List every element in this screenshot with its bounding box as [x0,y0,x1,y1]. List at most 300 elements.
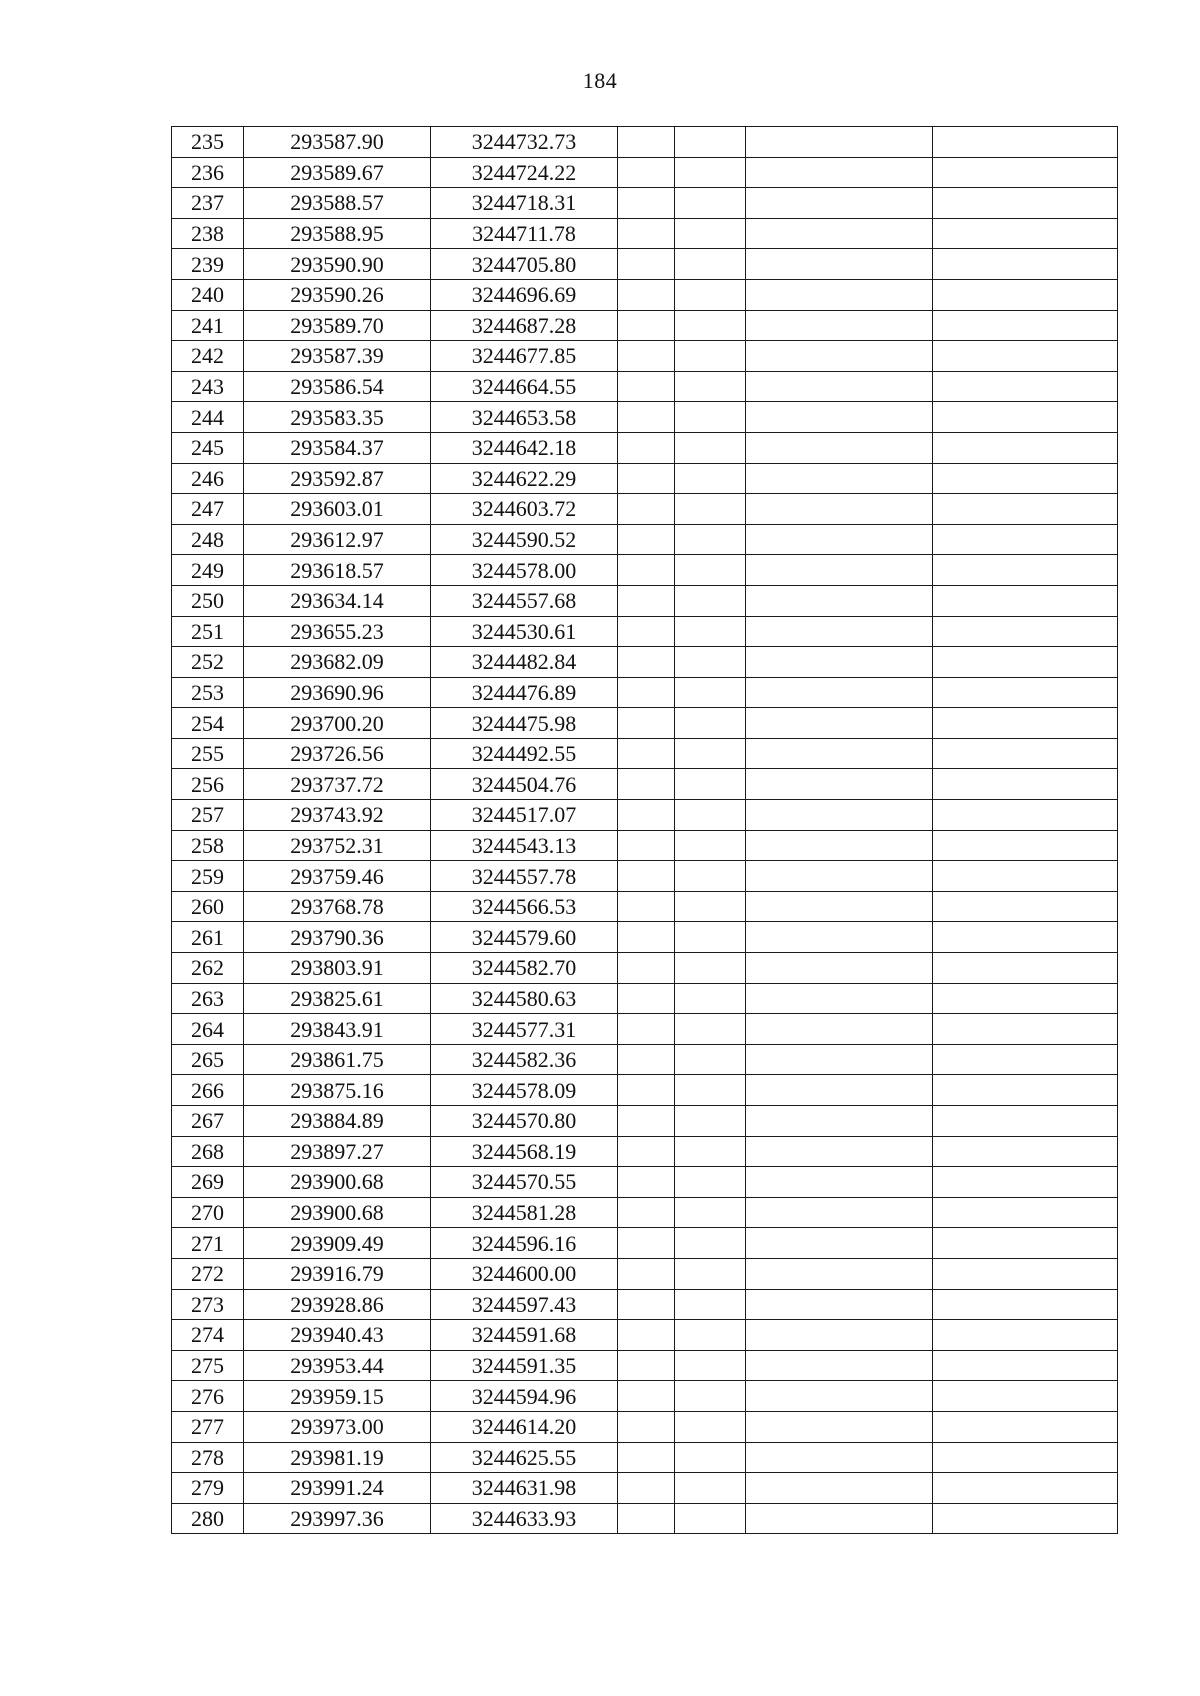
empty-cell [675,402,746,433]
table-row [172,1106,1118,1137]
empty-cell [933,279,1118,310]
y-coordinate-cell: 3244653.58 [431,402,618,433]
empty-cell [675,432,746,463]
table-row [172,188,1118,219]
y-coordinate-cell: 3244687.28 [431,310,618,341]
empty-cell [618,585,675,616]
empty-cell [746,127,933,158]
point-number-cell: 258 [172,830,244,861]
table-row [172,1136,1118,1167]
empty-cell [618,279,675,310]
empty-cell [746,1197,933,1228]
empty-cell [933,953,1118,984]
empty-cell [746,1014,933,1045]
empty-cell [618,616,675,647]
point-number-cell: 255 [172,738,244,769]
x-coordinate-cell: 293981.19 [244,1442,431,1473]
x-coordinate-cell: 293589.70 [244,310,431,341]
y-coordinate-cell: 3244568.19 [431,1136,618,1167]
empty-cell [618,432,675,463]
coordinates-table [171,126,1118,1534]
empty-cell [933,432,1118,463]
empty-cell [675,1411,746,1442]
point-number-cell: 275 [172,1350,244,1381]
y-coordinate-cell: 3244631.98 [431,1473,618,1504]
x-coordinate-cell: 293928.86 [244,1289,431,1320]
point-number-cell: 280 [172,1503,244,1534]
empty-cell [933,1136,1118,1167]
x-coordinate-cell: 293726.56 [244,738,431,769]
empty-cell [746,1381,933,1412]
table-row [172,463,1118,494]
x-coordinate-cell: 293603.01 [244,494,431,525]
empty-cell [618,1411,675,1442]
y-coordinate-cell: 3244476.89 [431,677,618,708]
y-coordinate-cell: 3244677.85 [431,341,618,372]
point-number-cell: 274 [172,1320,244,1351]
empty-cell [746,1503,933,1534]
empty-cell [933,677,1118,708]
table-row [172,1258,1118,1289]
empty-cell [675,1350,746,1381]
table-row [172,218,1118,249]
y-coordinate-cell: 3244581.28 [431,1197,618,1228]
empty-cell [933,1473,1118,1504]
point-number-cell: 257 [172,800,244,831]
empty-cell [746,983,933,1014]
empty-cell [746,1106,933,1137]
x-coordinate-cell: 293590.26 [244,279,431,310]
empty-cell [933,830,1118,861]
empty-cell [933,861,1118,892]
empty-cell [746,1228,933,1259]
empty-cell [746,218,933,249]
x-coordinate-cell: 293900.68 [244,1167,431,1198]
point-number-cell: 238 [172,218,244,249]
x-coordinate-cell: 293803.91 [244,953,431,984]
y-coordinate-cell: 3244625.55 [431,1442,618,1473]
empty-cell [618,891,675,922]
y-coordinate-cell: 3244504.76 [431,769,618,800]
empty-cell [746,1289,933,1320]
table-row [172,769,1118,800]
point-number-cell: 261 [172,922,244,953]
empty-cell [618,1197,675,1228]
empty-cell [618,677,675,708]
empty-cell [933,983,1118,1014]
empty-cell [618,953,675,984]
empty-cell [933,1014,1118,1045]
empty-cell [746,1136,933,1167]
empty-cell [933,1167,1118,1198]
coordinates-table-body [172,127,1118,1534]
y-coordinate-cell: 3244633.93 [431,1503,618,1534]
y-coordinate-cell: 3244570.55 [431,1167,618,1198]
y-coordinate-cell: 3244642.18 [431,432,618,463]
x-coordinate-cell: 293586.54 [244,371,431,402]
point-number-cell: 239 [172,249,244,280]
empty-cell [618,861,675,892]
empty-cell [675,800,746,831]
empty-cell [675,1442,746,1473]
empty-cell [618,524,675,555]
table-row [172,647,1118,678]
y-coordinate-cell: 3244557.78 [431,861,618,892]
table-row [172,1197,1118,1228]
empty-cell [746,402,933,433]
empty-cell [746,647,933,678]
empty-cell [746,157,933,188]
y-coordinate-cell: 3244614.20 [431,1411,618,1442]
empty-cell [675,188,746,219]
empty-cell [618,922,675,953]
x-coordinate-cell: 293768.78 [244,891,431,922]
x-coordinate-cell: 293690.96 [244,677,431,708]
point-number-cell: 243 [172,371,244,402]
point-number-cell: 260 [172,891,244,922]
empty-cell [746,279,933,310]
empty-cell [746,249,933,280]
table-row [172,402,1118,433]
x-coordinate-cell: 293587.39 [244,341,431,372]
point-number-cell: 244 [172,402,244,433]
table-row [172,555,1118,586]
y-coordinate-cell: 3244543.13 [431,830,618,861]
empty-cell [618,1014,675,1045]
empty-cell [675,891,746,922]
empty-cell [933,524,1118,555]
empty-cell [618,218,675,249]
point-number-cell: 248 [172,524,244,555]
point-number-cell: 265 [172,1044,244,1075]
empty-cell [618,1320,675,1351]
empty-cell [618,463,675,494]
point-number-cell: 235 [172,127,244,158]
x-coordinate-cell: 293790.36 [244,922,431,953]
empty-cell [933,157,1118,188]
point-number-cell: 259 [172,861,244,892]
empty-cell [933,371,1118,402]
empty-cell [746,371,933,402]
table-row [172,1442,1118,1473]
empty-cell [746,1442,933,1473]
empty-cell [746,800,933,831]
empty-cell [675,677,746,708]
table-row [172,983,1118,1014]
empty-cell [675,953,746,984]
empty-cell [933,1503,1118,1534]
x-coordinate-cell: 293583.35 [244,402,431,433]
x-coordinate-cell: 293959.15 [244,1381,431,1412]
empty-cell [618,1136,675,1167]
x-coordinate-cell: 293612.97 [244,524,431,555]
point-number-cell: 267 [172,1106,244,1137]
table-row [172,953,1118,984]
empty-cell [618,402,675,433]
table-row [172,157,1118,188]
y-coordinate-cell: 3244492.55 [431,738,618,769]
table-row [172,1320,1118,1351]
empty-cell [675,463,746,494]
empty-cell [675,1167,746,1198]
empty-cell [675,1136,746,1167]
empty-cell [746,1473,933,1504]
x-coordinate-cell: 293973.00 [244,1411,431,1442]
table-row [172,371,1118,402]
empty-cell [746,1411,933,1442]
empty-cell [933,891,1118,922]
empty-cell [618,157,675,188]
empty-cell [933,1258,1118,1289]
y-coordinate-cell: 3244580.63 [431,983,618,1014]
y-coordinate-cell: 3244579.60 [431,922,618,953]
point-number-cell: 270 [172,1197,244,1228]
empty-cell [618,1258,675,1289]
empty-cell [675,1014,746,1045]
table-row [172,279,1118,310]
table-row [172,1503,1118,1534]
empty-cell [618,494,675,525]
empty-cell [675,341,746,372]
empty-cell [933,341,1118,372]
table-row [172,1411,1118,1442]
y-coordinate-cell: 3244591.35 [431,1350,618,1381]
empty-cell [746,341,933,372]
point-number-cell: 236 [172,157,244,188]
empty-cell [746,494,933,525]
empty-cell [746,1258,933,1289]
empty-cell [746,1167,933,1198]
empty-cell [933,1044,1118,1075]
empty-cell [746,708,933,739]
y-coordinate-cell: 3244603.72 [431,494,618,525]
x-coordinate-cell: 293759.46 [244,861,431,892]
y-coordinate-cell: 3244566.53 [431,891,618,922]
empty-cell [618,1381,675,1412]
point-number-cell: 249 [172,555,244,586]
y-coordinate-cell: 3244600.00 [431,1258,618,1289]
point-number-cell: 273 [172,1289,244,1320]
empty-cell [933,1075,1118,1106]
empty-cell [746,769,933,800]
x-coordinate-cell: 293592.87 [244,463,431,494]
empty-cell [746,1320,933,1351]
x-coordinate-cell: 293875.16 [244,1075,431,1106]
empty-cell [933,1350,1118,1381]
y-coordinate-cell: 3244596.16 [431,1228,618,1259]
y-coordinate-cell: 3244711.78 [431,218,618,249]
point-number-cell: 247 [172,494,244,525]
empty-cell [746,1075,933,1106]
empty-cell [618,310,675,341]
empty-cell [933,218,1118,249]
y-coordinate-cell: 3244517.07 [431,800,618,831]
empty-cell [675,1320,746,1351]
empty-cell [933,555,1118,586]
empty-cell [933,922,1118,953]
empty-cell [618,983,675,1014]
empty-cell [746,830,933,861]
x-coordinate-cell: 293884.89 [244,1106,431,1137]
x-coordinate-cell: 293588.57 [244,188,431,219]
empty-cell [933,616,1118,647]
table-row [172,127,1118,158]
empty-cell [933,769,1118,800]
point-number-cell: 271 [172,1228,244,1259]
empty-cell [675,738,746,769]
empty-cell [675,157,746,188]
empty-cell [933,585,1118,616]
table-row [172,1167,1118,1198]
y-coordinate-cell: 3244557.68 [431,585,618,616]
table-row [172,616,1118,647]
y-coordinate-cell: 3244597.43 [431,1289,618,1320]
table-row [172,1044,1118,1075]
empty-cell [933,1411,1118,1442]
empty-cell [675,585,746,616]
empty-cell [933,647,1118,678]
empty-cell [618,1503,675,1534]
empty-cell [675,371,746,402]
empty-cell [675,249,746,280]
point-number-cell: 264 [172,1014,244,1045]
empty-cell [746,585,933,616]
x-coordinate-cell: 293682.09 [244,647,431,678]
table-row [172,800,1118,831]
point-number-cell: 266 [172,1075,244,1106]
y-coordinate-cell: 3244577.31 [431,1014,618,1045]
table-row [172,677,1118,708]
empty-cell [746,463,933,494]
table-row [172,738,1118,769]
x-coordinate-cell: 293589.67 [244,157,431,188]
empty-cell [675,1228,746,1259]
point-number-cell: 276 [172,1381,244,1412]
empty-cell [933,1106,1118,1137]
x-coordinate-cell: 293900.68 [244,1197,431,1228]
empty-cell [933,127,1118,158]
x-coordinate-cell: 293618.57 [244,555,431,586]
empty-cell [675,494,746,525]
empty-cell [675,1473,746,1504]
table-row [172,1228,1118,1259]
table-row [172,249,1118,280]
x-coordinate-cell: 293588.95 [244,218,431,249]
point-number-cell: 262 [172,953,244,984]
x-coordinate-cell: 293916.79 [244,1258,431,1289]
empty-cell [933,402,1118,433]
empty-cell [675,1381,746,1412]
y-coordinate-cell: 3244591.68 [431,1320,618,1351]
empty-cell [675,555,746,586]
point-number-cell: 240 [172,279,244,310]
table-row [172,922,1118,953]
empty-cell [675,310,746,341]
empty-cell [675,1106,746,1137]
empty-cell [675,647,746,678]
y-coordinate-cell: 3244582.70 [431,953,618,984]
table-row [172,310,1118,341]
table-row [172,494,1118,525]
empty-cell [933,800,1118,831]
point-number-cell: 272 [172,1258,244,1289]
point-number-cell: 263 [172,983,244,1014]
table-row [172,432,1118,463]
y-coordinate-cell: 3244530.61 [431,616,618,647]
point-number-cell: 250 [172,585,244,616]
x-coordinate-cell: 293909.49 [244,1228,431,1259]
point-number-cell: 253 [172,677,244,708]
table-row [172,861,1118,892]
empty-cell [618,249,675,280]
point-number-cell: 246 [172,463,244,494]
empty-cell [618,1473,675,1504]
empty-cell [746,922,933,953]
x-coordinate-cell: 293737.72 [244,769,431,800]
empty-cell [675,922,746,953]
empty-cell [675,830,746,861]
empty-cell [746,1350,933,1381]
empty-cell [746,524,933,555]
empty-cell [675,127,746,158]
empty-cell [675,861,746,892]
point-number-cell: 277 [172,1411,244,1442]
empty-cell [618,127,675,158]
y-coordinate-cell: 3244705.80 [431,249,618,280]
empty-cell [746,188,933,219]
empty-cell [618,1075,675,1106]
y-coordinate-cell: 3244590.52 [431,524,618,555]
empty-cell [675,769,746,800]
empty-cell [675,524,746,555]
empty-cell [933,738,1118,769]
table-row [172,341,1118,372]
table-row [172,830,1118,861]
x-coordinate-cell: 293991.24 [244,1473,431,1504]
empty-cell [746,891,933,922]
empty-cell [933,249,1118,280]
y-coordinate-cell: 3244475.98 [431,708,618,739]
table-row [172,1075,1118,1106]
point-number-cell: 268 [172,1136,244,1167]
empty-cell [746,738,933,769]
empty-cell [675,983,746,1014]
point-number-cell: 241 [172,310,244,341]
y-coordinate-cell: 3244732.73 [431,127,618,158]
x-coordinate-cell: 293590.90 [244,249,431,280]
empty-cell [933,494,1118,525]
empty-cell [933,1228,1118,1259]
x-coordinate-cell: 293587.90 [244,127,431,158]
point-number-cell: 251 [172,616,244,647]
point-number-cell: 245 [172,432,244,463]
empty-cell [618,1350,675,1381]
x-coordinate-cell: 293940.43 [244,1320,431,1351]
empty-cell [746,432,933,463]
table-row [172,708,1118,739]
empty-cell [618,1167,675,1198]
point-number-cell: 269 [172,1167,244,1198]
x-coordinate-cell: 293743.92 [244,800,431,831]
y-coordinate-cell: 3244578.09 [431,1075,618,1106]
y-coordinate-cell: 3244482.84 [431,647,618,678]
point-number-cell: 242 [172,341,244,372]
empty-cell [675,1258,746,1289]
table-row [172,585,1118,616]
empty-cell [618,769,675,800]
table-row [172,891,1118,922]
x-coordinate-cell: 293584.37 [244,432,431,463]
